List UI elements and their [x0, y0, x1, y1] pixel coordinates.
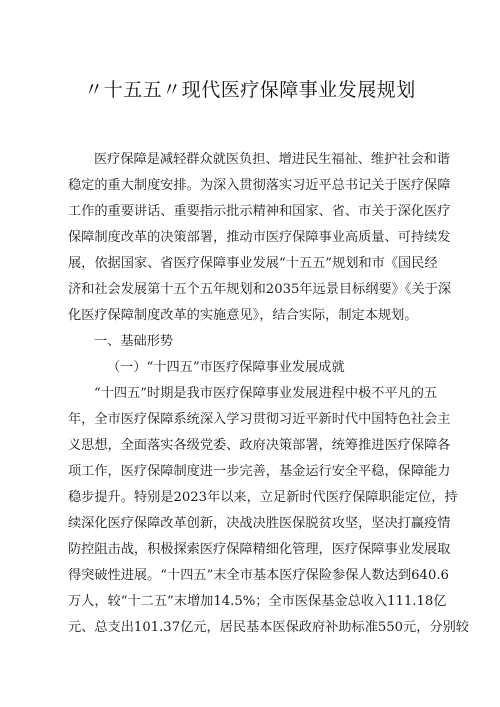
paragraph-line: 展，依据国家、省医疗保障事业发展“十五五”规划和市《国民经	[68, 256, 438, 271]
paragraph-line: 稳步提升。特别是2023年以来，立足新时代医疗保障职能定位，持	[68, 490, 458, 505]
paragraph-line: “十四五”时期是我市医疗保障事业发展进程中极不平凡的五	[94, 386, 438, 401]
paragraph-line: 防控阻击战，积极探索医疗保障精细化管理，医疗保障事业发展取	[68, 542, 451, 557]
paragraph-line: 项工作，医疗保障制度进一步完善，基金运行安全平稳，保障能力	[68, 464, 451, 479]
subsection-heading: （一）“十四五”市医疗保障事业发展成就	[107, 360, 345, 375]
document-title: 〃十五五〃现代医疗保障事业发展规划	[84, 79, 416, 101]
paragraph-line: 稳定的重大制度安排。为深入贯彻落实习近平总书记关于医疗保障	[68, 178, 451, 193]
paragraph-line: 保障制度改革的决策部署，推动市医疗保障事业高质量、可持续发	[68, 230, 451, 245]
section-heading: 一、基础形势	[94, 334, 174, 349]
paragraph-line: 得突破性进展。“十四五”末全市基本医疗保险参保人数达到640.6	[68, 568, 449, 583]
paragraph-line: 工作的重要讲话、重要指示批示精神和国家、省、市关于深化医疗	[68, 204, 451, 219]
paragraph-line: 万人，较“十二五”末增加14.5%；全市医保基金总收入111.18亿	[68, 594, 447, 609]
paragraph-line: 年，全市医疗保障系统深入学习贯彻习近平新时代中国特色社会主	[68, 412, 451, 427]
paragraph-line: 济和社会发展第十五个五年规划和2035年远景目标纲要》《关于深	[68, 282, 452, 297]
paragraph-line: 义思想，全面落实各级党委、政府决策部署，统筹推进医疗保障各	[68, 438, 451, 453]
paragraph-line: 续深化医疗保障改革创新，决战决胜医保脱贫攻坚，坚决打赢疫情	[68, 516, 451, 531]
document-body	[68, 147, 469, 641]
paragraph-line: 化医疗保障制度改革的实施意见》，结合实际，制定本规划。	[68, 308, 418, 323]
paragraph-line: 医疗保障是减轻群众就医负担、增进民生福祉、维护社会和谐	[94, 152, 451, 167]
paragraph-line: 元、总支出101.37亿元，居民基本医保政府补助标准550元，分别较	[68, 620, 469, 635]
